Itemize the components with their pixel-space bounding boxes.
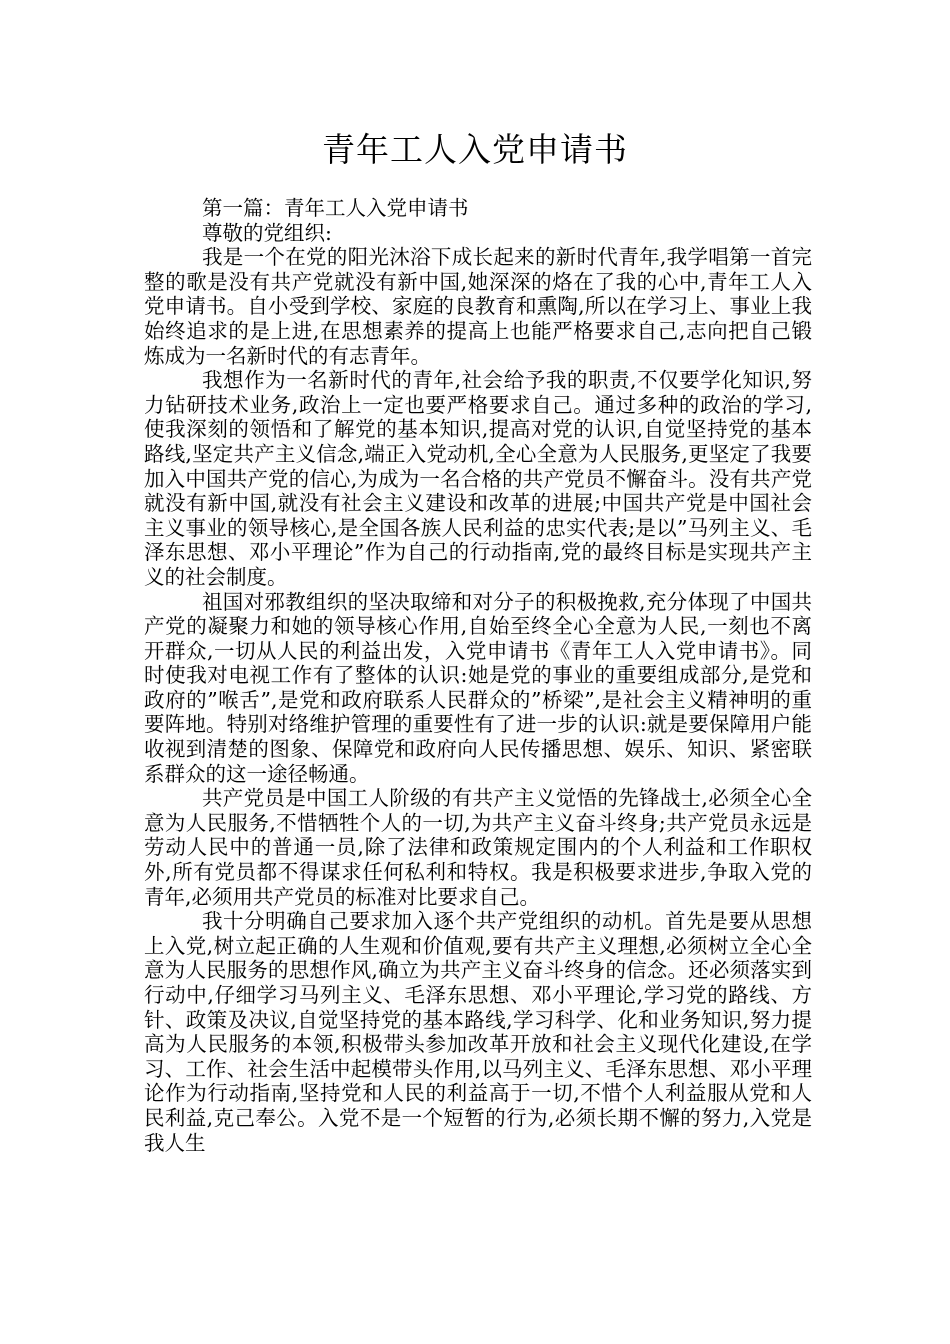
paragraph-3: 祖国对邪教组织的坚决取缔和对分子的积极挽救,充分体现了中国共产党的凝聚力和她的领导核心作用,自始至终全心全意为人民,一刻也不离开群众,一切从人民的利益出发，入党申请书《青年工人入党申请书》。同时使我对电视工作有了整体的认识:她是党的事业的重要组成部分,是党和政府的”喉舌”,是党和政府联系人民群众的”桥梁”,是社会主义精神明的重要阵地。特别对络维护管理的重要性有了进一步的认识:就是要保障用户能收视到清楚的图象、保障党和政府向人民传播思想、娱乐、知识、紧密联系群众的这一途径畅通。	[144, 589, 812, 786]
document-body	[144, 196, 812, 1155]
paragraph-5: 我十分明确自己要求加入逐个共产党组织的动机。首先是要从思想上入党,树立起正确的人生观和价值观,要有共产主义理想,必须树立全心全意为人民服务的思想作风,确立为共产主义奋斗终身的信念。还必须落实到行动中,仔细学习马列主义、毛泽东思想、邓小平理论,学习党的路线、方针、政策及决议,自觉坚持党的基本路线,学习科学、化和业务知识,努力提高为人民服务的本领,积极带头参加改革开放和社会主义现代化建设,在学习、工作、社会生活中起模带头作用,以马列主义、毛泽东思想、邓小平理论作为行动指南,坚持党和人民的利益高于一切,不惜个人利益服从党和人民利益,克己奉公。入党不是一个短暂的行为,必须长期不懈的努力,入党是我人生	[144, 909, 812, 1155]
document-title: 青年工人入党申请书	[322, 130, 628, 169]
salutation: 尊敬的党组织:	[202, 220, 332, 245]
section-heading: 第一篇：青年工人入党申请书	[202, 196, 469, 220]
paragraph-1: 我是一个在党的阳光沐浴下成长起来的新时代青年,我学唱第一首完整的歌是没有共产党就没有新中国,她深深的烙在了我的心中,青年工人入党申请书。自小受到学校、家庭的良教育和熏陶,所以在学习上、事业上我始终追求的是上进,在思想素养的提高上也能严格要求自己,志向把自己锻炼成为一名新时代的有志青年。	[144, 245, 812, 368]
paragraph-2: 我想作为一名新时代的青年,社会给予我的职责,不仅要学化知识,努力钻研技术业务,政治上一定也要严格要求自己。通过多种的政治的学习,使我深刻的领悟和了解党的基本知识,提高对党的认识,自觉坚持党的基本路线,坚定共产主义信念,端正入党动机,全心全意为人民服务,更坚定了我要加入中国共产党的信心,为成为一名合格的共产党员不懈奋斗。没有共产党就没有新中国,就没有社会主义建设和改革的进展;中国共产党是中国社会主义事业的领导核心,是全国各族人民利益的忠实代表;是以”马列主义、毛泽东思想、邓小平理论”作为自己的行动指南,党的最终目标是实现共产主义的社会制度。	[144, 368, 812, 589]
paragraph-4: 共产党员是中国工人阶级的有共产主义觉悟的先锋战士,必须全心全意为人民服务,不惜牺牲个人的一切,为共产主义奋斗终身;共产党员永远是劳动人民中的普通一员,除了法律和政策规定围内的个人利益和工作职权外,所有党员都不得谋求任何私利和特权。我是积极要求进步,争取入党的青年,必须用共产党员的标准对比要求自己。	[144, 786, 812, 909]
